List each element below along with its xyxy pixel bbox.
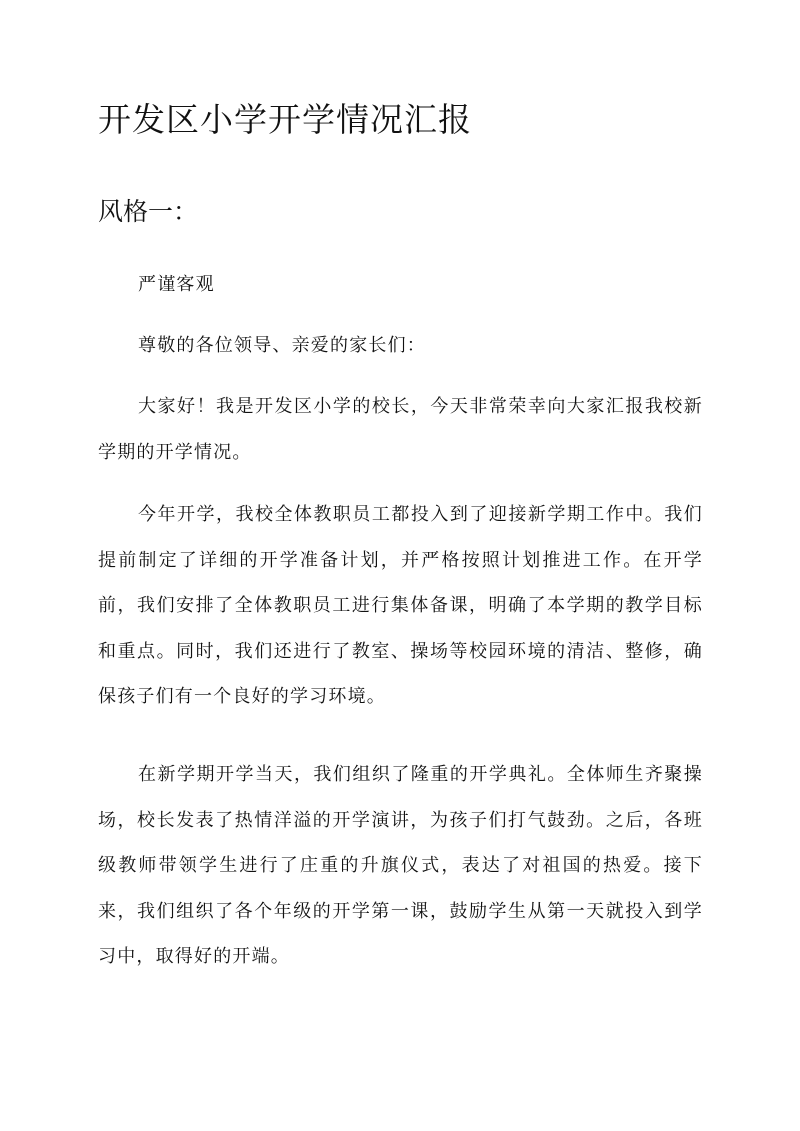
paragraph-opening-ceremony: 在新学期开学当天，我们组织了隆重的开学典礼。全体师生齐聚操场，校长发表了热情洋溢的开学演讲，为孩子们打气鼓劲。之后，各班级教师带领学生进行了庄重的升旗仪式，表达了对祖国的热爱。接下来，我们组织了各个年级的开学第一课，鼓励学生从第一天就投入到学习中，取得好的开端。 bbox=[98, 764, 703, 967]
style-description: 严谨客观 bbox=[138, 274, 215, 295]
section-heading: 风格一： bbox=[98, 197, 199, 226]
paragraph-greeting: 大家好！我是开发区小学的校长，今天非常荣幸向大家汇报我校新学期的开学情况。 bbox=[98, 396, 703, 463]
salutation: 尊敬的各位领导、亲爱的家长们： bbox=[138, 335, 426, 356]
paragraph-preparation: 今年开学，我校全体教职员工都投入到了迎接新学期工作中。我们提前制定了详细的开学准备计划，并严格按照计划推进工作。在开学前，我们安排了全体教职员工进行集体备课，明确了本学期的教学目标和重点。同时，我们还进行了教室、操场等校园环境的清洁、整修，确保孩子们有一个良好的学习环境。 bbox=[98, 504, 703, 707]
document-title: 开发区小学开学情况汇报 bbox=[98, 100, 472, 139]
